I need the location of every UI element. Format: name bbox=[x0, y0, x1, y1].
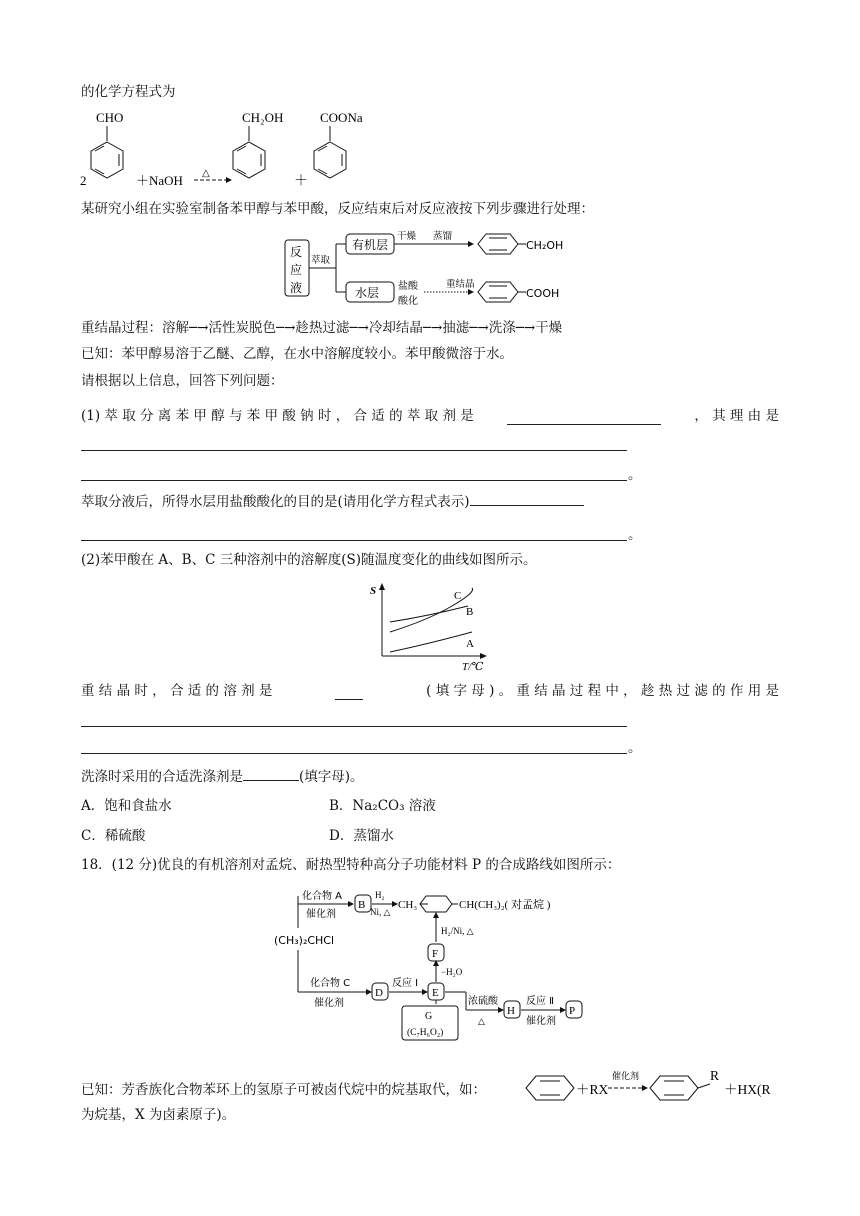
solubility-graph bbox=[368, 582, 492, 674]
svg-text:−H₂O: −H₂O bbox=[441, 967, 463, 977]
recryst-process: 重结晶过程：溶解─→活性炭脱色─→趁热过滤─→冷却结晶─→抽滤─→洗涤─→干燥 bbox=[81, 320, 563, 336]
product-benzoic-acid: COOH bbox=[526, 287, 560, 300]
heat-symbol: △ bbox=[202, 168, 210, 179]
svg-text:△: △ bbox=[478, 1016, 485, 1026]
separation-flowchart bbox=[280, 228, 600, 308]
y-axis-label: S bbox=[370, 585, 377, 597]
known-info-1: 已知：苯甲醇易溶于乙醚、乙醇，在水中溶解度较小。苯甲酸微溶于水。 bbox=[81, 346, 513, 362]
x-axis-label: T/℃ bbox=[462, 661, 484, 673]
question-2-solvent: 重 结 晶 时 ， 合 适 的 溶 剂 是 ( 填 字 母 ) 。 重 结 晶 过 程 中 ， 趁 热 过 滤 的 作 用 是 bbox=[81, 683, 779, 699]
benzene-ring-icon bbox=[314, 142, 346, 178]
answer-line[interactable] bbox=[81, 450, 627, 451]
svg-text:反应 Ⅰ: 反应 Ⅰ bbox=[392, 978, 419, 989]
node-b: B bbox=[358, 899, 366, 911]
svg-text:H₂/Ni, △: H₂/Ni, △ bbox=[441, 926, 474, 936]
svg-text:Ni, △: Ni, △ bbox=[370, 907, 391, 917]
svg-text:CH₃: CH₃ bbox=[398, 899, 418, 911]
known-info-2-cont: 为烷基，X 为卤素原子)。 bbox=[81, 1107, 236, 1123]
svg-text:R: R bbox=[710, 1068, 720, 1083]
start-material: (CH₃)₂CHCl bbox=[274, 934, 335, 947]
option-c[interactable]: C．稀硫酸 bbox=[81, 828, 146, 844]
svg-text:盐酸: 盐酸 bbox=[398, 281, 418, 292]
svg-text:重结晶: 重结晶 bbox=[446, 279, 475, 290]
svg-text:催化剂: 催化剂 bbox=[612, 1072, 640, 1082]
synthesis-route bbox=[268, 882, 608, 1042]
menthane-label: CH(CH₃)₂( 对孟烷 ) bbox=[459, 899, 551, 911]
svg-text:催化剂: 催化剂 bbox=[526, 1016, 556, 1027]
answer-blank[interactable] bbox=[335, 682, 363, 700]
cho-label: CHO bbox=[96, 110, 124, 125]
svg-text:催化剂: 催化剂 bbox=[306, 909, 336, 920]
node-d: D bbox=[375, 987, 383, 999]
cannizzaro-equation bbox=[80, 108, 460, 192]
plus-sign: ＋ bbox=[294, 174, 308, 189]
benzene-ring-icon bbox=[526, 1076, 574, 1100]
curve-label-b: B bbox=[466, 606, 474, 618]
aqueous-layer: 水层 bbox=[355, 286, 380, 300]
svg-text:反: 反 bbox=[290, 245, 303, 259]
question-2: (2)苯甲酸在 A、B、C 三种溶剂中的溶解度(S)随温度变化的曲线如图所示。 bbox=[81, 552, 537, 568]
svg-text:浓硫酸: 浓硫酸 bbox=[468, 996, 498, 1007]
svg-text:(C₇H₆O₂): (C₇H₆O₂) bbox=[407, 1028, 444, 1038]
coona-label: COONa bbox=[320, 110, 363, 125]
known-info-2: 已知：芳香族化合物苯环上的氢原子可被卤代烷中的烷基取代，如： bbox=[81, 1082, 486, 1098]
organic-layer: 有机层 bbox=[352, 238, 389, 252]
curve-label-a: A bbox=[466, 638, 474, 650]
node-h: H bbox=[507, 1005, 515, 1017]
svg-text:化合物 C: 化合物 C bbox=[310, 978, 351, 989]
answer-blank[interactable] bbox=[507, 407, 661, 425]
coefficient: 2 bbox=[80, 173, 87, 188]
benzene-ring-icon bbox=[233, 142, 265, 178]
benzene-ring-icon bbox=[91, 142, 123, 178]
alkylation-equation bbox=[520, 1064, 780, 1108]
flow1-intro: 某研究小组在实验室制备苯甲醇与苯甲酸，反应结束后对反应液按下列步骤进行处理： bbox=[81, 201, 594, 217]
answer-line[interactable] bbox=[81, 753, 627, 754]
svg-text:H₂: H₂ bbox=[375, 890, 385, 900]
option-b[interactable]: B．Na₂CO₃ 溶液 bbox=[329, 798, 436, 814]
intro-line: 的化学方程式为 bbox=[81, 84, 176, 100]
node-f: F bbox=[432, 948, 439, 960]
question-18: 18．(12 分)优良的有机溶剂对孟烷、耐热型特种高分子功能材料 P 的合成路线如图所示： bbox=[81, 857, 621, 873]
curve-label-c: C bbox=[454, 590, 462, 602]
answer-line[interactable] bbox=[81, 726, 627, 727]
answer-blank[interactable] bbox=[470, 505, 584, 506]
svg-text:应: 应 bbox=[290, 263, 303, 277]
svg-text:干燥: 干燥 bbox=[397, 231, 417, 242]
svg-text:＋HX(R: ＋HX(R bbox=[724, 1082, 771, 1097]
ch2oh-label: CH₂OH bbox=[242, 110, 284, 125]
node-g: G bbox=[425, 1011, 433, 1022]
svg-text:＋RX: ＋RX bbox=[576, 1082, 609, 1097]
question-1-acidify: 萃取分液后，所得水层用盐酸酸化的目的是(请用化学方程式表示) bbox=[81, 493, 584, 511]
svg-text:反应 Ⅱ: 反应 Ⅱ bbox=[526, 996, 555, 1007]
benzene-ring-icon bbox=[650, 1076, 698, 1100]
curve-a bbox=[390, 632, 472, 652]
option-d[interactable]: D．蒸馏水 bbox=[329, 828, 394, 844]
svg-text:液: 液 bbox=[290, 281, 303, 295]
plus-naoh: ＋NaOH bbox=[136, 173, 183, 188]
prompt-line: 请根据以上信息，回答下列问题： bbox=[81, 373, 284, 389]
node-p: P bbox=[569, 1005, 576, 1017]
question-1: (1) 萃 取 分 离 苯 甲 醇 与 苯 甲 酸 钠 时 ， 合 适 的 萃 取 剂 是 ， 其 理 由 是 bbox=[81, 408, 779, 424]
question-2-wash: 洗涤时采用的合适洗涤剂是 (填字母)。 bbox=[81, 769, 364, 785]
answer-blank[interactable] bbox=[243, 780, 299, 781]
svg-text:催化剂: 催化剂 bbox=[314, 998, 344, 1009]
option-a[interactable]: A．饱和食盐水 bbox=[81, 798, 172, 814]
node-e: E bbox=[432, 987, 439, 999]
benzene-ring-icon bbox=[478, 234, 518, 254]
answer-line[interactable] bbox=[81, 480, 627, 481]
svg-text:化合物 A: 化合物 A bbox=[302, 891, 343, 902]
extract-label: 萃取 bbox=[311, 255, 331, 266]
benzene-ring-icon bbox=[478, 282, 518, 302]
svg-text:蒸馏: 蒸馏 bbox=[433, 231, 453, 242]
svg-text:酸化: 酸化 bbox=[398, 296, 418, 307]
curve-b bbox=[390, 606, 468, 622]
answer-line[interactable] bbox=[81, 540, 627, 541]
product-benzyl-alcohol: CH₂OH bbox=[526, 239, 564, 252]
